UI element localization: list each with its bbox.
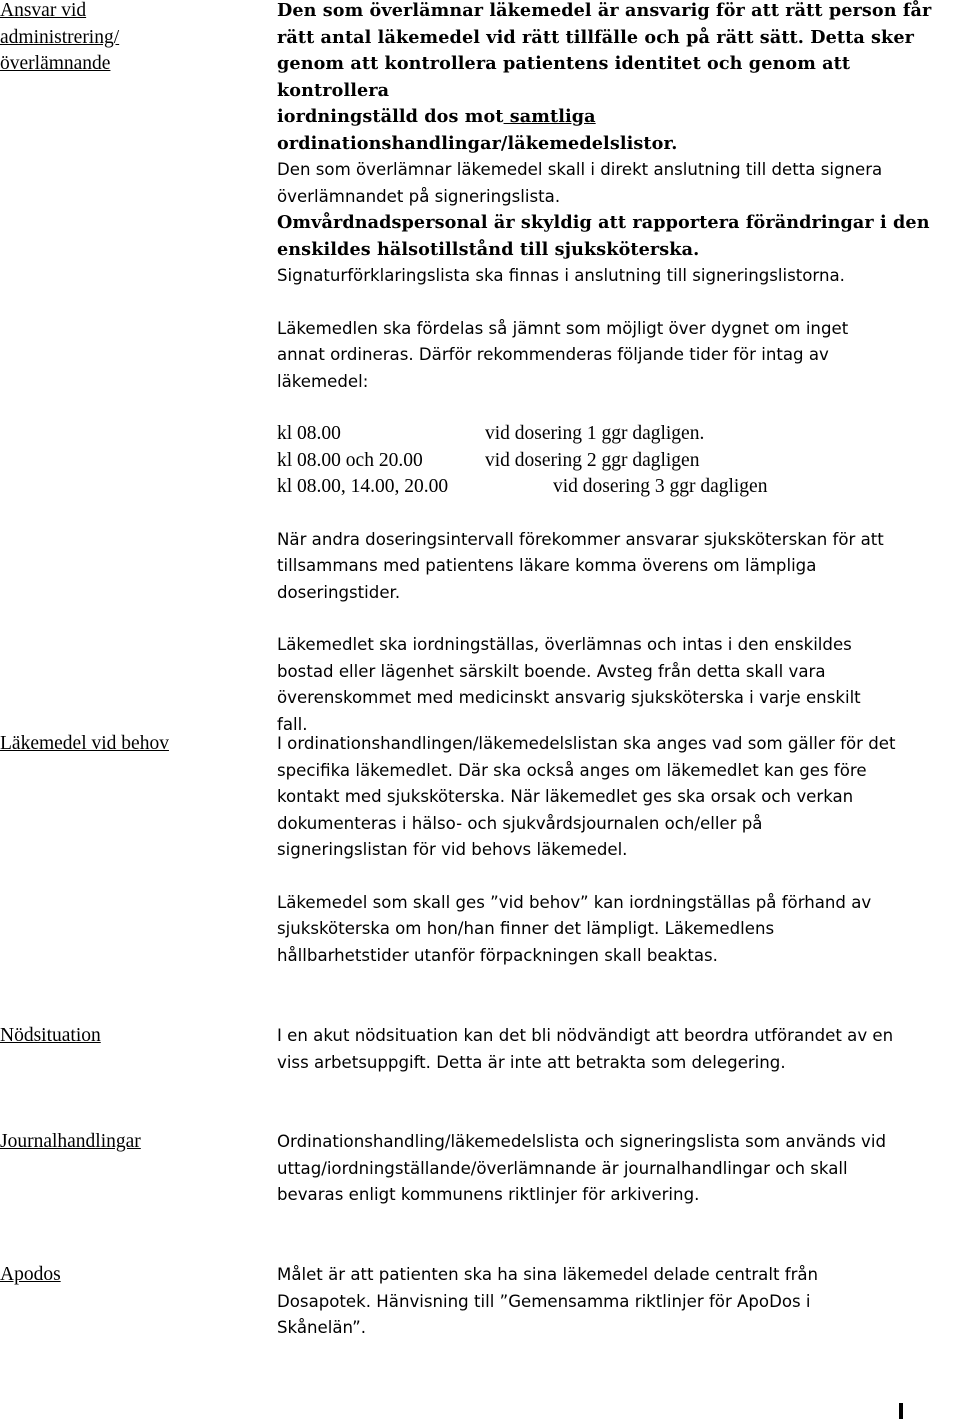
section-content-apodos — [277, 1262, 960, 1342]
records-paragraph — [277, 1129, 960, 1209]
intervals-paragraph — [277, 527, 960, 607]
label-line: Ansvar vid — [0, 0, 87, 21]
apodos-paragraph — [277, 1262, 960, 1342]
text-line: kontakt med sjuksköterska. När läkemedlet ges ska orsak och verkan — [277, 787, 854, 806]
responsibility-paragraph — [277, 0, 960, 157]
text-line: Läkemedel som skall ges ”vid behov” kan iordningställas på förhand av — [277, 892, 872, 912]
page-marker — [899, 1403, 903, 1419]
text-line: I ordinationshandlingen/läkemedelslistan ska anges vad som gäller för det — [277, 734, 896, 753]
text-line: doseringstider. — [277, 582, 401, 602]
schedule-row — [277, 448, 960, 475]
schedule-time: kl 08.00 — [277, 423, 341, 444]
dosage-schedule — [277, 421, 960, 501]
text-line: När andra doseringsintervall förekommer ansvarar sjuksköterskan för att — [277, 529, 884, 549]
section-label-emergency: Nödsituation — [0, 1025, 101, 1046]
text-line: fall. — [277, 714, 308, 734]
text-line: överenskommet med medicinskt ansvarig sjuksköterska i varje enskilt — [277, 688, 861, 707]
text-line: I en akut nödsituation kan det bli nödvändigt att beordra utförandet av en — [277, 1026, 894, 1045]
text-line: ordinationshandlingar/läkemedelslistor. — [277, 132, 678, 154]
schedule-row — [277, 474, 960, 501]
reporting-paragraph — [277, 210, 960, 263]
schedule-time: kl 08.00 och 20.00 — [277, 449, 423, 471]
text-line: dokumenteras i hälso- och sjukvårdsjournalen och/eller på — [277, 813, 763, 833]
section-label-apodos: Apodos — [0, 1264, 61, 1285]
text-line: bevaras enligt kommunens riktlinjer för arkivering. — [277, 1185, 700, 1204]
text-line: genom att kontrollera patientens identitet och genom att kontrollera — [277, 53, 851, 101]
section-content-as-needed — [277, 731, 960, 969]
emergency-paragraph — [277, 1023, 960, 1076]
text-line: Läkemedlen ska fördelas så jämnt som möjligt över dygnet om inget — [277, 318, 849, 338]
signing-paragraph — [277, 157, 960, 210]
distribution-paragraph — [277, 316, 960, 396]
text-line-underlined: samtliga — [503, 106, 596, 127]
section-label-as-needed: Läkemedel vid behov — [0, 733, 169, 754]
text-line: Målet är att patienten ska ha sina läkemedel delade centralt från — [277, 1265, 819, 1284]
preparation-paragraph — [277, 632, 960, 738]
text-line: Ordinationshandling/läkemedelslista och signeringslista som används vid — [277, 1132, 887, 1151]
text-line: annat ordineras. Därför rekommenderas följande tider för intag av — [277, 345, 829, 364]
text-line: Signaturförklaringslista ska finnas i anslutning till signeringslistorna. — [277, 266, 845, 285]
text-line: Dosapotek. Hänvisning till ”Gemensamma riktlinjer för ApoDos i — [277, 1291, 811, 1311]
text-line: Omvårdnadspersonal är skyldig att rapportera förändringar i den — [277, 212, 930, 233]
text-line: Läkemedlet ska iordningställas, överlämnas och intas i den enskildes — [277, 635, 852, 654]
schedule-description: vid dosering 2 ggr dagligen — [485, 449, 700, 471]
as-needed-paragraph — [277, 731, 960, 864]
text-line: viss arbetsuppgift. Detta är inte att betrakta som delegering. — [277, 1052, 786, 1072]
text-line: bostad eller lägenhet särskilt boende. Avsteg från detta skall vara — [277, 661, 826, 681]
schedule-description: vid dosering 1 ggr dagligen. — [485, 423, 705, 444]
text-line: iordningställd dos mot — [277, 106, 504, 127]
text-line: uttag/iordningställande/överlämnande är journalhandlingar och skall — [277, 1158, 848, 1178]
schedule-description: vid dosering 3 ggr dagligen — [553, 476, 768, 497]
text-line: signeringslistan för vid behovs läkemedel. — [277, 840, 628, 859]
section-content-records — [277, 1129, 960, 1209]
text-line: överlämnandet på signeringslista. — [277, 186, 561, 206]
text-line: Skånelän”. — [277, 1318, 367, 1337]
text-line: läkemedel: — [277, 371, 369, 391]
text-line: tillsammans med patientens läkare komma överens om lämpliga — [277, 556, 817, 575]
text-line: Den som överlämnar läkemedel är ansvarig för att rätt person får — [277, 0, 932, 21]
label-line: överlämnande — [0, 53, 111, 74]
section-content-emergency — [277, 1023, 960, 1076]
text-line: sjuksköterska om hon/han finner det lämpligt. Läkemedlens — [277, 919, 775, 938]
section-label-records: Journalhandlingar — [0, 1131, 141, 1152]
text-line: Den som överlämnar läkemedel skall i direkt anslutning till detta signera — [277, 160, 883, 179]
text-line: hållbarhetstider utanför förpackningen skall beaktas. — [277, 945, 718, 965]
schedule-time: kl 08.00, 14.00, 20.00 — [277, 476, 449, 497]
text-line: specifika läkemedlet. Där ska också anges om läkemedlet kan ges före — [277, 760, 867, 780]
schedule-row — [277, 421, 960, 448]
text-line: enskildes hälsotillstånd till sjuksköterska. — [277, 238, 700, 260]
section-content-administration — [277, 0, 960, 738]
signature-list-paragraph — [277, 263, 960, 290]
text-line: rätt antal läkemedel vid rätt tillfälle och på rätt sätt. Detta sker — [277, 26, 915, 48]
section-label-administration — [0, 0, 250, 78]
as-needed-preparation-paragraph — [277, 890, 960, 970]
label-line: administrering/ — [0, 26, 120, 48]
